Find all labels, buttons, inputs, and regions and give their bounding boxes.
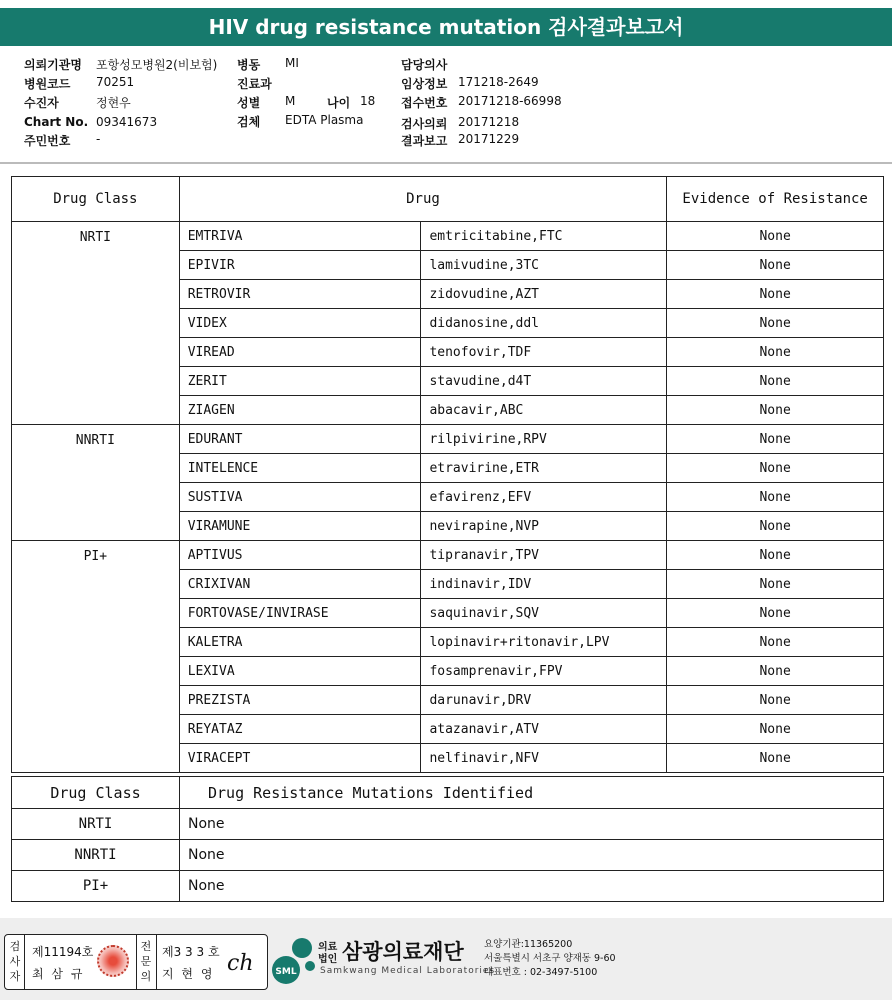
tester-license-no: 제11194호 (32, 945, 94, 959)
drug-brand-cell: APTIVUS (179, 541, 421, 570)
resident-value: - (96, 132, 101, 146)
drug-brand-cell: VIRACEPT (179, 744, 421, 773)
evidence-cell: None (667, 512, 884, 541)
institution-label: 의뢰기관명 (24, 58, 82, 72)
resident-label: 주민번호 (24, 134, 71, 148)
drug-generic-cell: zidovudine,AZT (421, 280, 667, 309)
evidence-cell: None (667, 309, 884, 338)
mutation-value: None (180, 840, 884, 871)
evidence-cell: None (667, 715, 884, 744)
mutation-table (11, 776, 884, 902)
drug-generic-cell: lopinavir+ritonavir,LPV (421, 628, 667, 657)
signature: ch (227, 951, 254, 976)
evidence-cell: None (667, 396, 884, 425)
receipt-label: 접수번호 (401, 96, 448, 110)
report-title: HIV drug resistance mutation 검사결과보고서 (0, 8, 892, 46)
drug-generic-cell: nevirapine,NVP (421, 512, 667, 541)
institution-value: 포항성모병원2(비보험) (96, 58, 218, 72)
request-label: 검사의뢰 (401, 117, 448, 131)
svg-text:SML: SML (275, 967, 297, 977)
org-logo-block (272, 934, 672, 990)
table-row (12, 809, 884, 840)
drug-generic-cell: emtricitabine,FTC (421, 222, 667, 251)
sml-logo-icon (272, 936, 316, 986)
drug-brand-cell: EMTRIVA (179, 222, 421, 251)
drug-generic-cell: fosamprenavir,FPV (421, 657, 667, 686)
evidence-cell: None (667, 628, 884, 657)
drug-brand-cell: KALETRA (179, 628, 421, 657)
specialist-role-label: 전 문 의 (140, 940, 152, 983)
table-row (12, 425, 884, 454)
tester-name: 최 삼 규 (32, 967, 85, 981)
doctor-label: 담당의사 (401, 58, 448, 72)
drug-generic-cell: saquinavir,SQV (421, 599, 667, 628)
mutation-value: None (180, 809, 884, 840)
evidence-cell: None (667, 570, 884, 599)
table-row (12, 840, 884, 871)
evidence-cell: None (667, 367, 884, 396)
patient-info (0, 50, 892, 164)
org-type-label: 의료 법인 (318, 942, 338, 965)
hospital-code-value: 70251 (96, 75, 135, 89)
specialist-name: 지 현 영 (162, 967, 215, 981)
drug-brand-cell: INTELENCE (179, 454, 421, 483)
clinical-label: 임상정보 (401, 77, 448, 91)
drug-brand-cell: FORTOVASE/INVIRASE (179, 599, 421, 628)
chart-value: 09341673 (96, 115, 158, 129)
receipt-value: 20171218-66998 (458, 94, 562, 108)
drug-generic-cell: indinavir,IDV (421, 570, 667, 599)
evidence-cell: None (667, 338, 884, 367)
drug-brand-cell: SUSTIVA (179, 483, 421, 512)
seal-stamp-icon (97, 945, 129, 977)
tester-role-label: 검 사 자 (9, 940, 21, 983)
specimen-value: EDTA Plasma (285, 113, 364, 127)
drug-brand-cell: RETROVIR (179, 280, 421, 309)
result-date: 20171229 (458, 132, 520, 146)
drug-brand-cell: ZIAGEN (179, 396, 421, 425)
evidence-cell: None (667, 280, 884, 309)
mutation-class: NNRTI (12, 840, 180, 871)
drug-class-cell: NRTI (12, 222, 180, 425)
drug-brand-cell: EPIVIR (179, 251, 421, 280)
dept-label: 진료과 (237, 77, 272, 91)
org-code: 요양기관:11365200 (484, 939, 573, 950)
drug-generic-cell: didanosine,ddl (421, 309, 667, 338)
evidence-cell: None (667, 425, 884, 454)
org-name: 삼광의료재단 (342, 940, 464, 964)
header-drug-class: Drug Class (12, 177, 180, 222)
drug-brand-cell: CRIXIVAN (179, 570, 421, 599)
drug-brand-cell: REYATAZ (179, 715, 421, 744)
mutation-class: PI+ (12, 871, 180, 902)
evidence-cell: None (667, 744, 884, 773)
patient-name: 정현우 (96, 96, 131, 110)
drug-generic-cell: etravirine,ETR (421, 454, 667, 483)
signature-box (4, 934, 268, 990)
drug-generic-cell: tipranavir,TPV (421, 541, 667, 570)
drug-generic-cell: rilpivirine,RPV (421, 425, 667, 454)
org-contact-info (484, 938, 616, 980)
result-label: 결과보고 (401, 134, 448, 148)
patient-label: 수진자 (24, 96, 59, 110)
sex-label: 성별 (237, 96, 261, 110)
drug-generic-cell: efavirenz,EFV (421, 483, 667, 512)
mutation-header-row (12, 777, 884, 809)
org-phone: 대표번호 : 02-3497-5100 (484, 967, 598, 978)
drug-generic-cell: stavudine,d4T (421, 367, 667, 396)
clinical-value: 171218-2649 (458, 75, 539, 89)
drug-brand-cell: VIDEX (179, 309, 421, 338)
table-row (12, 871, 884, 902)
mutation-header-identified: Drug Resistance Mutations Identified (180, 777, 884, 809)
header-divider (0, 162, 892, 164)
drug-class-cell: PI+ (12, 541, 180, 773)
hospital-code-label: 병원코드 (24, 77, 71, 91)
table-header-row (12, 177, 884, 222)
ward-value: MI (285, 56, 299, 70)
drug-class-cell: NNRTI (12, 425, 180, 541)
header-drug: Drug (179, 177, 667, 222)
drug-brand-cell: ZERIT (179, 367, 421, 396)
specimen-label: 검체 (237, 115, 261, 129)
drug-resistance-table (11, 176, 884, 773)
header-evidence: Evidence of Resistance (667, 177, 884, 222)
request-date: 20171218 (458, 115, 520, 129)
evidence-cell: None (667, 686, 884, 715)
chart-label: Chart No. (24, 115, 89, 129)
evidence-cell: None (667, 657, 884, 686)
org-english-name: Samkwang Medical Laboratories (320, 966, 496, 976)
evidence-cell: None (667, 541, 884, 570)
drug-generic-cell: tenofovir,TDF (421, 338, 667, 367)
drug-generic-cell: lamivudine,3TC (421, 251, 667, 280)
drug-generic-cell: darunavir,DRV (421, 686, 667, 715)
table-row (12, 222, 884, 251)
drug-generic-cell: nelfinavir,NFV (421, 744, 667, 773)
mutation-class: NRTI (12, 809, 180, 840)
drug-brand-cell: VIREAD (179, 338, 421, 367)
specialist-license-no: 제3 3 3 호 (162, 945, 220, 959)
mutation-value: None (180, 871, 884, 902)
drug-generic-cell: atazanavir,ATV (421, 715, 667, 744)
sex-value: M (285, 94, 296, 108)
drug-brand-cell: VIRAMUNE (179, 512, 421, 541)
drug-generic-cell: abacavir,ABC (421, 396, 667, 425)
org-address: 서울특별시 서초구 양재동 9-60 (484, 953, 616, 964)
evidence-cell: None (667, 454, 884, 483)
evidence-cell: None (667, 483, 884, 512)
ward-label: 병동 (237, 58, 261, 72)
evidence-cell: None (667, 222, 884, 251)
age-label: 나이 (327, 96, 351, 110)
drug-brand-cell: PREZISTA (179, 686, 421, 715)
evidence-cell: None (667, 251, 884, 280)
table-row (12, 541, 884, 570)
drug-table-body (12, 222, 884, 773)
evidence-cell: None (667, 599, 884, 628)
drug-brand-cell: LEXIVA (179, 657, 421, 686)
drug-brand-cell: EDURANT (179, 425, 421, 454)
mutation-header-class: Drug Class (12, 777, 180, 809)
age-value: 18 (360, 94, 376, 108)
